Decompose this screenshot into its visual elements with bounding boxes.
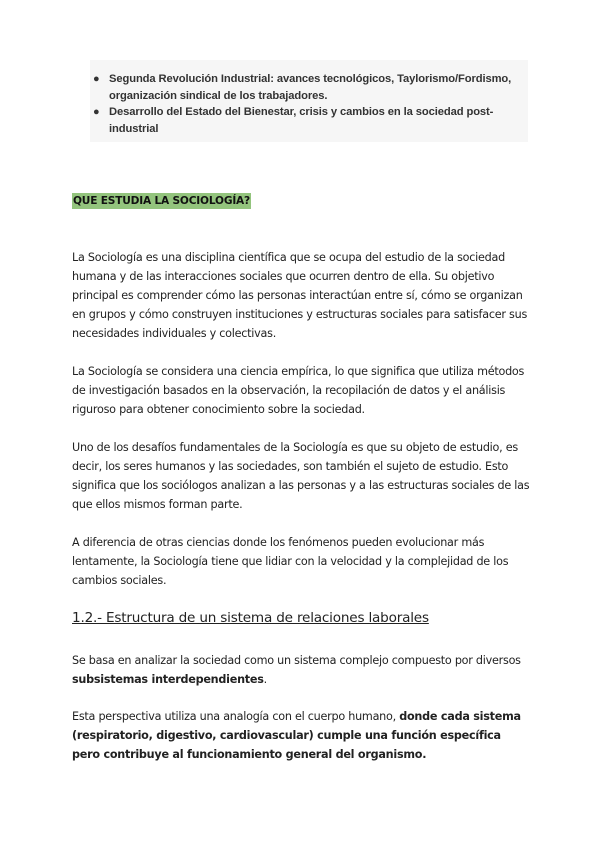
paragraph-body-analogy bbox=[72, 707, 532, 764]
text-run: Se basa en analizar la sociedad como un sistema complejo compuesto por diversos bbox=[72, 654, 521, 667]
section-heading-highlighted: QUE ESTUDIA LA SOCIOLOGÍA? bbox=[73, 195, 251, 207]
list-item bbox=[90, 71, 528, 104]
paragraph-empirical-science: La Sociología se considera una ciencia empírica, lo que significa que utiliza métodos de investigación basados en la observación, la recopilación de datos y el análisis riguroso para obtener conocimiento sobre la sociedad. bbox=[72, 365, 525, 416]
list-item-text: Desarrollo del Estado del Bienestar, crisis y cambios en la sociedad post-industrial bbox=[109, 106, 494, 135]
list-item-text: Segunda Revolución Industrial: avances tecnológicos, Taylorismo/Fordismo, organización sindical de los trabajadores. bbox=[109, 73, 512, 102]
text-run: . bbox=[263, 673, 267, 686]
paragraph-definition: La Sociología es una disciplina científica que se ocupa del estudio de la sociedad humana y de las interacciones sociales que ocurren dentro de ella. Su objetivo principal es comprender cómo las personas interactúan entre sí, cómo se organizan en grupos y cómo construyen instituciones y estructuras sociales para satisfacer sus necesidades individuales y colectivas. bbox=[72, 251, 528, 340]
paragraph-social-change: A diferencia de otras ciencias donde los fenómenos pueden evolucionar más lentamente, la Sociología tiene que lidiar con la velocidad y la complejidad de los cambios sociales. bbox=[72, 536, 509, 587]
paragraph-challenges: Uno de los desafíos fundamentales de la Sociología es que su objeto de estudio, es decir, los seres humanos y las sociedades, son también el sujeto de estudio. Esto significa que los sociólogos analizan a las personas y a las estructuras sociales de las que ellos mismos forman parte. bbox=[72, 441, 530, 511]
subheading-section-1-2: 1.2.- Estructura de un sistema de relaciones laborales bbox=[72, 610, 429, 626]
text-run: Esta perspectiva utiliza una analogía con el cuerpo humano, bbox=[72, 710, 400, 723]
bullet-list bbox=[90, 71, 528, 137]
bold-text-run: subsistemas interdependientes bbox=[72, 673, 264, 686]
bullet-marker: ● bbox=[93, 73, 100, 85]
bullet-list-box bbox=[90, 60, 528, 142]
list-item bbox=[90, 104, 528, 137]
bold-text-run: donde cada sistema (respiratorio, digestivo, cardiovascular) cumple una función específica pero contribuye al funcionamiento general del organismo. bbox=[72, 710, 521, 761]
bullet-marker: ● bbox=[93, 106, 100, 118]
paragraph-subsystems bbox=[72, 651, 532, 689]
